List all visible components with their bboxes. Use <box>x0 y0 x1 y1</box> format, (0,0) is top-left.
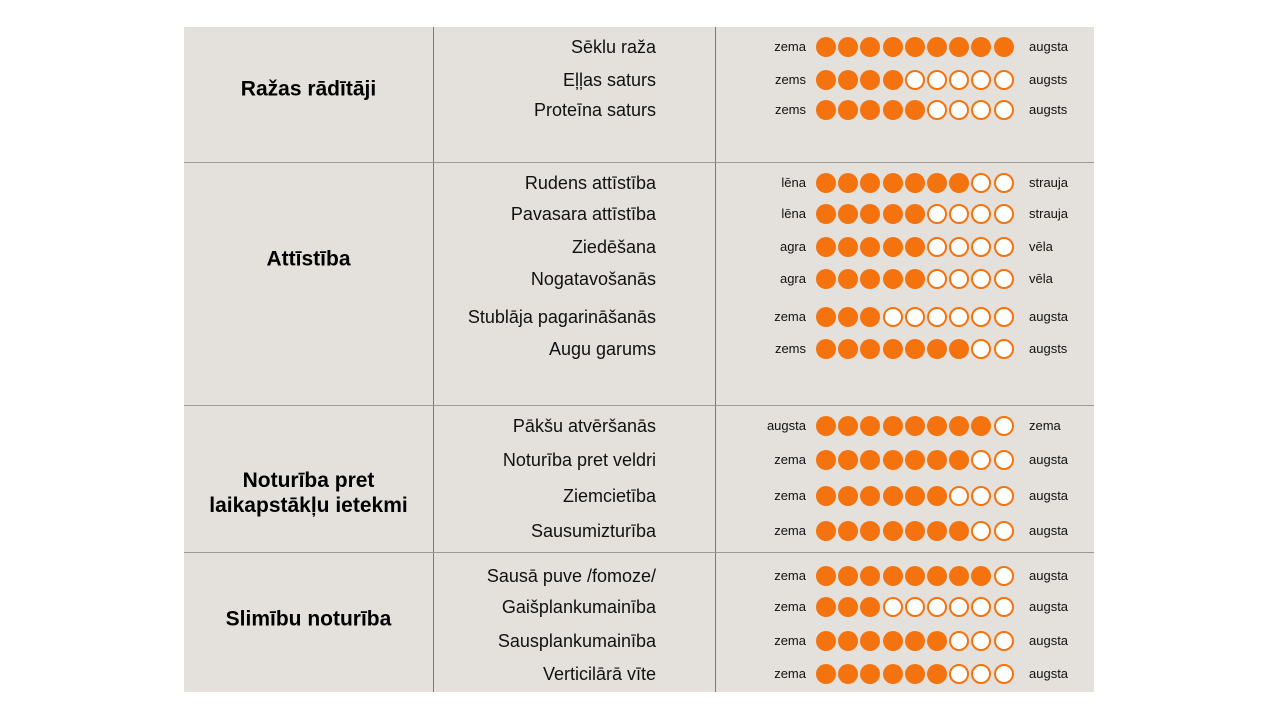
trait-row <box>184 200 1094 228</box>
trait-label: Stublāja pagarināšanās <box>467 307 656 327</box>
trait-label: Nogatavošanās <box>530 269 656 289</box>
scale-low-label: zems <box>774 341 806 356</box>
rating-dot-empty <box>994 450 1014 470</box>
trait-row <box>184 265 1094 293</box>
rating-dot-filled <box>838 70 858 90</box>
scale-high-label: augsts <box>1029 72 1068 87</box>
rating-dot-filled <box>860 631 880 651</box>
rating-dot-filled <box>949 339 969 359</box>
trait-label: Proteīna saturs <box>533 100 656 120</box>
rating-dot-filled <box>905 339 925 359</box>
scale-low-label: zema <box>774 568 806 583</box>
rating-dot-empty <box>949 597 969 617</box>
rating-dot-empty <box>883 307 903 327</box>
scale-high-label: augsta <box>1029 488 1069 503</box>
trait-label: Sēklu raža <box>570 37 656 57</box>
group-divider <box>184 405 1094 406</box>
scale-high-label: augsta <box>1029 633 1069 648</box>
scale-low-label: zema <box>774 488 806 503</box>
rating-dot-filled <box>816 307 836 327</box>
rating-dot-filled <box>838 486 858 506</box>
rating-dot-filled <box>971 566 991 586</box>
rating-dot-filled <box>816 204 836 224</box>
rating-dot-filled <box>838 37 858 57</box>
rating-dot-empty <box>971 450 991 470</box>
rating-dot-filled <box>860 339 880 359</box>
rating-dot-filled <box>816 70 836 90</box>
scale-low-label: zema <box>774 452 806 467</box>
rating-dot-empty <box>994 307 1014 327</box>
rating-dot-empty <box>971 100 991 120</box>
rating-dot-empty <box>883 597 903 617</box>
trait-label: Gaišplankumainība <box>501 597 656 617</box>
rating-dot-filled <box>905 100 925 120</box>
rating-dot-empty <box>994 173 1014 193</box>
rating-dot-filled <box>883 70 903 90</box>
rating-dot-filled <box>883 37 903 57</box>
rating-dot-filled <box>860 566 880 586</box>
rating-dot-empty <box>994 597 1014 617</box>
rating-dot-filled <box>816 631 836 651</box>
trait-label: Pākšu atvēršanās <box>512 416 656 436</box>
trait-row <box>184 96 1094 124</box>
rating-dot-empty <box>994 631 1014 651</box>
rating-dot-empty <box>905 70 925 90</box>
rating-dot-empty <box>971 486 991 506</box>
trait-row <box>184 482 1094 510</box>
scale-low-label: zems <box>774 72 806 87</box>
scale-low-label: zema <box>774 666 806 681</box>
rating-dot-empty <box>971 631 991 651</box>
scale-high-label: zema <box>1029 418 1061 433</box>
trait-rating-table <box>184 27 1094 692</box>
trait-row <box>184 562 1094 590</box>
rating-dot-filled <box>860 37 880 57</box>
rating-dot-filled <box>927 37 947 57</box>
scale-high-label: augsta <box>1029 39 1069 54</box>
rating-dot-empty <box>971 521 991 541</box>
trait-label: Sausumizturība <box>530 521 656 541</box>
rating-dot-filled <box>883 566 903 586</box>
rating-dot-filled <box>883 237 903 257</box>
rating-dot-filled <box>905 237 925 257</box>
rating-dot-empty <box>971 269 991 289</box>
rating-dot-filled <box>838 173 858 193</box>
scale-high-label: strauja <box>1029 206 1069 221</box>
rating-dot-empty <box>994 237 1014 257</box>
rating-dot-filled <box>816 566 836 586</box>
trait-label: Eļļas saturs <box>562 70 656 90</box>
rating-dot-filled <box>838 416 858 436</box>
trait-label: Pavasara attīstība <box>510 204 656 224</box>
trait-row <box>184 335 1094 363</box>
scale-low-label: zems <box>774 102 806 117</box>
group-label: Noturība pret laikapstākļu ietekmi <box>209 469 408 517</box>
rating-dot-filled <box>927 566 947 586</box>
group-label: Ražas rādītāji <box>240 77 377 101</box>
rating-dot-empty <box>994 339 1014 359</box>
group-divider <box>184 552 1094 553</box>
rating-dot-filled <box>883 416 903 436</box>
rating-dot-empty <box>927 70 947 90</box>
rating-dot-filled <box>905 173 925 193</box>
rating-dot-filled <box>905 37 925 57</box>
trait-row <box>184 627 1094 655</box>
scale-high-label: augsta <box>1029 666 1069 681</box>
rating-dot-empty <box>949 307 969 327</box>
rating-dot-empty <box>949 204 969 224</box>
rating-dot-filled <box>816 269 836 289</box>
rating-dot-filled <box>816 416 836 436</box>
rating-dot-filled <box>883 664 903 684</box>
rating-dot-filled <box>883 100 903 120</box>
rating-dot-filled <box>816 597 836 617</box>
rating-dot-filled <box>971 37 991 57</box>
scale-low-label: lēna <box>781 175 806 190</box>
trait-row <box>184 593 1094 621</box>
scale-high-label: vēla <box>1029 271 1053 286</box>
rating-dot-empty <box>971 597 991 617</box>
rating-dot-filled <box>883 339 903 359</box>
rating-dot-empty <box>905 597 925 617</box>
rating-dot-empty <box>949 664 969 684</box>
scale-low-label: zema <box>774 309 806 324</box>
rating-dot-filled <box>905 204 925 224</box>
rating-dot-filled <box>860 70 880 90</box>
rating-dot-filled <box>816 486 836 506</box>
rating-dot-filled <box>816 237 836 257</box>
trait-label: Rudens attīstība <box>524 173 656 193</box>
rating-dot-filled <box>838 631 858 651</box>
rating-dot-filled <box>816 521 836 541</box>
trait-label: Noturība pret veldri <box>502 450 656 470</box>
scale-low-label: augsta <box>766 418 806 433</box>
rating-dot-filled <box>816 450 836 470</box>
rating-dot-filled <box>927 450 947 470</box>
rating-dot-empty <box>971 307 991 327</box>
rating-dot-filled <box>816 664 836 684</box>
rating-dot-filled <box>860 204 880 224</box>
rating-dot-filled <box>816 339 836 359</box>
rating-dot-empty <box>971 173 991 193</box>
rating-dot-empty <box>971 237 991 257</box>
trait-row <box>184 660 1094 688</box>
rating-dot-filled <box>927 631 947 651</box>
rating-dot-filled <box>949 416 969 436</box>
rating-dot-empty <box>949 631 969 651</box>
rating-dot-filled <box>816 100 836 120</box>
scale-high-label: vēla <box>1029 239 1053 254</box>
scale-low-label: agra <box>779 239 806 254</box>
trait-label: Augu garums <box>548 339 656 359</box>
trait-row <box>184 169 1094 197</box>
rating-dot-filled <box>949 450 969 470</box>
rating-dot-filled <box>816 173 836 193</box>
scale-high-label: augsts <box>1029 341 1068 356</box>
scale-low-label: zema <box>774 39 806 54</box>
rating-dot-filled <box>905 664 925 684</box>
trait-label: Ziedēšana <box>571 237 656 257</box>
rating-dot-filled <box>905 631 925 651</box>
trait-row <box>184 303 1094 331</box>
rating-dot-empty <box>927 204 947 224</box>
rating-dot-empty <box>994 664 1014 684</box>
rating-dot-filled <box>949 566 969 586</box>
group-divider <box>184 162 1094 163</box>
rating-dot-filled <box>860 269 880 289</box>
rating-dot-filled <box>860 450 880 470</box>
rating-dot-filled <box>838 521 858 541</box>
rating-dot-filled <box>838 566 858 586</box>
rating-dot-empty <box>927 100 947 120</box>
rating-dot-filled <box>905 416 925 436</box>
rating-dot-filled <box>971 416 991 436</box>
rating-dot-empty <box>971 204 991 224</box>
rating-dot-filled <box>860 521 880 541</box>
rating-dot-empty <box>949 269 969 289</box>
rating-dot-filled <box>927 486 947 506</box>
rating-dot-filled <box>838 100 858 120</box>
scale-low-label: lēna <box>781 206 806 221</box>
scale-high-label: augsta <box>1029 523 1069 538</box>
rating-dot-filled <box>860 664 880 684</box>
rating-dot-filled <box>860 416 880 436</box>
scale-low-label: agra <box>779 271 806 286</box>
trait-row <box>184 33 1094 61</box>
rating-dot-empty <box>949 237 969 257</box>
rating-dot-filled <box>927 416 947 436</box>
rating-dot-filled <box>816 37 836 57</box>
rating-dot-empty <box>994 204 1014 224</box>
rating-dot-empty <box>927 237 947 257</box>
trait-row <box>184 233 1094 261</box>
scale-low-label: zema <box>774 599 806 614</box>
rating-dot-filled <box>905 521 925 541</box>
trait-label: Sausplankumainība <box>497 631 656 651</box>
rating-dot-filled <box>927 521 947 541</box>
rating-dot-filled <box>883 269 903 289</box>
rating-dot-filled <box>994 37 1014 57</box>
rating-dot-filled <box>860 173 880 193</box>
rating-dot-filled <box>838 307 858 327</box>
rating-dot-filled <box>905 566 925 586</box>
rating-dot-filled <box>838 339 858 359</box>
trait-label: Ziemcietība <box>562 486 656 506</box>
rating-dot-filled <box>927 173 947 193</box>
rating-dot-empty <box>994 566 1014 586</box>
rating-dot-empty <box>949 70 969 90</box>
trait-label: Sausā puve /fomoze/ <box>486 566 656 586</box>
rating-dot-empty <box>927 597 947 617</box>
rating-dot-empty <box>905 307 925 327</box>
rating-dot-empty <box>971 70 991 90</box>
rating-dot-empty <box>994 269 1014 289</box>
rating-dot-filled <box>860 486 880 506</box>
group-label: Attīstība <box>266 247 351 271</box>
rating-dot-empty <box>971 664 991 684</box>
trait-row <box>184 517 1094 545</box>
rating-dot-filled <box>860 597 880 617</box>
scale-low-label: zema <box>774 523 806 538</box>
rating-dot-filled <box>883 173 903 193</box>
rating-dot-filled <box>905 486 925 506</box>
rating-dot-filled <box>883 631 903 651</box>
rating-dot-filled <box>860 307 880 327</box>
rating-dot-filled <box>838 269 858 289</box>
rating-dot-filled <box>838 664 858 684</box>
rating-dot-empty <box>994 100 1014 120</box>
rating-dot-filled <box>927 664 947 684</box>
scale-high-label: augsta <box>1029 452 1069 467</box>
group-label: Slimību noturība <box>225 607 392 631</box>
rating-dot-filled <box>949 173 969 193</box>
rating-dot-filled <box>883 450 903 470</box>
rating-dot-empty <box>994 70 1014 90</box>
scale-low-label: zema <box>774 633 806 648</box>
trait-row <box>184 412 1094 440</box>
scale-high-label: augsta <box>1029 599 1069 614</box>
rating-dot-empty <box>971 339 991 359</box>
trait-label: Verticilārā vīte <box>542 664 656 684</box>
rating-dot-filled <box>949 37 969 57</box>
rating-dot-filled <box>860 237 880 257</box>
rating-dot-empty <box>949 486 969 506</box>
rating-dot-empty <box>927 269 947 289</box>
rating-dot-filled <box>838 597 858 617</box>
trait-row <box>184 446 1094 474</box>
scale-high-label: augsta <box>1029 568 1069 583</box>
rating-dot-filled <box>860 100 880 120</box>
rating-dot-filled <box>905 450 925 470</box>
rating-dot-filled <box>838 237 858 257</box>
rating-dot-empty <box>927 307 947 327</box>
rating-dot-empty <box>994 486 1014 506</box>
rating-dot-filled <box>949 521 969 541</box>
scale-high-label: augsts <box>1029 102 1068 117</box>
scale-high-label: strauja <box>1029 175 1069 190</box>
rating-dot-empty <box>994 521 1014 541</box>
rating-dot-empty <box>994 416 1014 436</box>
scale-high-label: augsta <box>1029 309 1069 324</box>
rating-dot-filled <box>905 269 925 289</box>
trait-row <box>184 66 1094 94</box>
rating-dot-filled <box>883 486 903 506</box>
rating-dot-empty <box>949 100 969 120</box>
rating-dot-filled <box>838 450 858 470</box>
rating-dot-filled <box>883 521 903 541</box>
rating-dot-filled <box>927 339 947 359</box>
rating-dot-filled <box>838 204 858 224</box>
rating-dot-filled <box>883 204 903 224</box>
